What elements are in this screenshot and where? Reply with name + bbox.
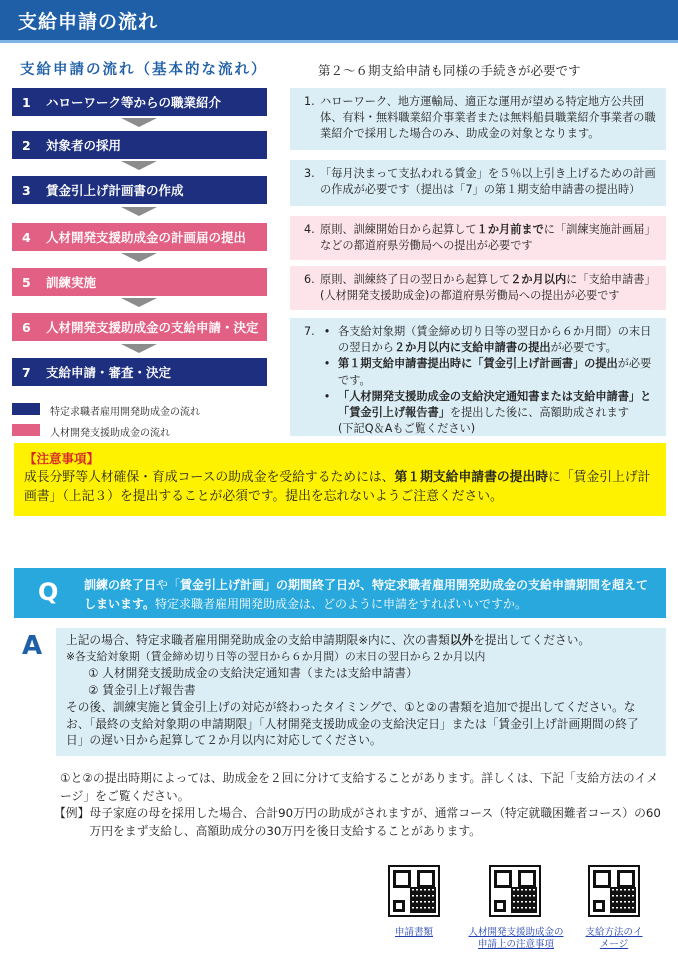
question-text: [84, 576, 654, 613]
legend-label-pink: 人材開発支援助成金の流れ: [50, 428, 170, 439]
step-number: 2: [22, 137, 31, 153]
note-emphasis: ２か月以内: [510, 273, 567, 286]
note-1: [290, 88, 666, 150]
flow-arrow: [121, 207, 157, 216]
note-text: [338, 389, 658, 438]
qr-code[interactable]: [588, 865, 640, 917]
caution-emphasis: 第１期支給申請書の提出時: [394, 470, 549, 485]
note-3: [290, 160, 666, 206]
note-text-part: に「支給申請書」(人材開発支援助成金)の都道府県労働局への提出が必要です: [320, 273, 656, 303]
answer-footnote: ※各支給対象期（賃金締め切り日等の翌日から６か月間）の末日の翌日から２か月以内: [66, 649, 486, 663]
note-6: [290, 266, 666, 310]
step-label: 人材開発支援助成金の計画届の提出: [46, 230, 247, 245]
step-number: 1: [22, 94, 31, 110]
step-number: 6: [22, 319, 31, 335]
bullet-icon: •: [323, 389, 331, 403]
step-label: 賃金引上げ計画書の作成: [46, 183, 184, 198]
step-1: [12, 88, 267, 116]
question-emphasis: 」の期間終了日が、特定求職者雇用開発助成金の支給申請期間を超えてしまいます。: [84, 578, 649, 611]
caution-text-part: に「賃金引上げ計画書」（上記３）を提出することが必須です。提出を忘れないようご注意ください。: [24, 470, 651, 505]
note-number: 7.: [304, 325, 315, 338]
flow-arrow: [121, 344, 157, 353]
step-label: 支給申請・審査・決定: [46, 365, 172, 380]
step-label: ハローワーク等からの職業紹介: [46, 95, 222, 110]
section-subnote: 第２～６期支給申請も同様の手続きが必要です: [318, 63, 581, 78]
note-text-part: 原則、訓練開始日から起算して: [320, 223, 477, 236]
caution-heading: 【注意事項】: [24, 451, 100, 466]
note-text: [320, 222, 658, 254]
section-subtitle: 支給申請の流れ（基本的な流れ）: [20, 62, 268, 78]
step-number: 4: [22, 229, 31, 245]
note-emphasis: 「人材開発支援助成金の支給決定通知書または支給申請書」と「賃金引上げ報告書」: [338, 389, 652, 420]
note-text-part: (下記Q＆Aもご覧ください): [338, 422, 476, 436]
answer-text-part: 上記の場合、特定求職者雇用開発助成金の支給申請期限: [66, 633, 359, 647]
caution-text-part: 成長分野等人材確保・育成コースの助成金を受給するためには、: [24, 470, 395, 485]
example-paragraph: [54, 805, 666, 840]
note-text-part: が必要です。: [338, 357, 652, 387]
note-text: ハローワーク、地方運輸局、適正な運用が望める特定地方公共団体、有料・無料職業紹介事業者または無料船員職業紹介事業者の職業紹介で採用した場合のみ、助成金の対象となります。: [320, 95, 656, 141]
note-text-part: を提出した後に、高額助成されます: [449, 406, 629, 420]
note-emphasis: ２か月以内に支給申請書の提出: [393, 341, 551, 355]
caution-text: [24, 468, 656, 506]
header-bar: [0, 0, 678, 40]
question-emphasis: 賃金引上げ計画: [180, 578, 265, 592]
note-4: [290, 216, 666, 260]
qr-link-application-forms[interactable]: 申請書類: [394, 927, 433, 938]
answer-paragraph: その後、訓練実施と賃金引上げの対応が終わったタイミングで、①と②の書類を追加で提出してください。なお、「最終の支給対象期の申請期限」「人材開発支援助成金の支給決定日」または「賃金引上げ計画期間の終了日」の遅い日から起算して２か月以内に対応してください。: [66, 699, 639, 748]
step-7: [12, 358, 267, 386]
header-underline: [0, 40, 678, 43]
note-number: 6.: [304, 273, 315, 286]
note-text-part: 各支給対象期（賃金締め切り日等の翌日から６か月間）の末日の翌日から: [338, 325, 652, 355]
bullet-icon: •: [323, 325, 331, 338]
note-number: 1.: [304, 95, 315, 108]
answer-text-part: ※内に、次の書類: [358, 633, 450, 647]
bullet-icon: •: [323, 357, 331, 371]
note-text-part: 原則、訓練終了日の翌日から起算して: [320, 273, 511, 286]
example-text: 母子家庭の母を採用した場合、合計90万円の助成がされますが、通常コース（特定就職困難者コース）の60万円をまず支給し、高額助成分の30万円を後日支給することがあります。: [89, 806, 661, 839]
qr-link-hrd-notes[interactable]: 人材開発支援助成金の申請上の注意事項: [468, 927, 564, 951]
question-marker: Q: [38, 578, 59, 606]
answer-box: [56, 628, 666, 756]
flow-arrow: [121, 118, 157, 127]
question-box: [14, 568, 666, 618]
step-5: [12, 268, 267, 296]
step-label: 対象者の採用: [46, 138, 122, 153]
question-text-part: や「: [156, 578, 181, 592]
qr-link-payment-image[interactable]: 支給方法のイメージ: [585, 927, 643, 951]
page-title: 支給申請の流れ: [18, 11, 159, 33]
note-text: 「毎月決まって支払われる賃金」を５％以上引き上げるための計画の作成が必要です（提出は「7」の第１期支給申請書の提出時）: [320, 167, 656, 197]
note-number: 3.: [304, 167, 315, 180]
step-4: [12, 223, 267, 251]
note-text: [320, 272, 658, 304]
question-text-part: 特定求職者雇用開発助成金は、どのように申請をすればいいですか。: [155, 596, 528, 611]
note-text-part: に「訓練実施計画届」などの都道府県労働局への提出が必要です: [320, 223, 656, 253]
answer-emphasis: 以外: [449, 633, 474, 647]
answer-list-item: ① 人材開発支援助成金の支給決定通知書（または支給申請書）: [88, 665, 418, 680]
step-number: 3: [22, 182, 31, 198]
note-number: 4.: [304, 223, 315, 236]
answer-marker: A: [22, 631, 43, 661]
step-label: 人材開発支援助成金の支給申請・決定: [46, 320, 259, 335]
qr-code[interactable]: [388, 865, 440, 917]
step-2: [12, 131, 267, 159]
legend-swatch-pink: [12, 424, 40, 436]
answer-list-item: ② 賃金引上げ報告書: [88, 682, 196, 697]
flow-arrow: [121, 298, 157, 307]
note-text: [338, 356, 658, 388]
supplementary-paragraph: ①と②の提出時期によっては、助成金を２回に分けて支給することがあります。詳しくは、下記「支給方法のイメージ」をご覧ください。: [60, 771, 659, 803]
note-emphasis: 第１期支給申請書提出時に「賃金引上げ計画書」の提出: [338, 357, 618, 371]
note-text-part: が必要です。: [550, 341, 617, 355]
question-emphasis: 訓練の終了日: [84, 578, 157, 592]
flow-arrow: [121, 161, 157, 170]
note-7: [290, 318, 666, 436]
qr-code[interactable]: [489, 865, 541, 917]
answer-text-part: を提出してください。: [473, 633, 591, 647]
legend-swatch-navy: [12, 403, 40, 415]
step-number: 7: [22, 364, 31, 380]
supplementary-text: [54, 770, 666, 841]
step-number: 5: [22, 274, 31, 290]
example-label: 【例】: [54, 806, 90, 821]
caution-box: [14, 443, 666, 516]
answer-line: [66, 632, 656, 649]
note-text: [338, 324, 658, 356]
step-6: [12, 313, 267, 341]
step-label: 訓練実施: [46, 275, 97, 290]
flow-arrow: [121, 253, 157, 262]
step-3: [12, 176, 267, 204]
note-emphasis: １か月前まで: [476, 223, 544, 236]
legend-label-navy: 特定求職者雇用開発助成金の流れ: [50, 407, 200, 418]
